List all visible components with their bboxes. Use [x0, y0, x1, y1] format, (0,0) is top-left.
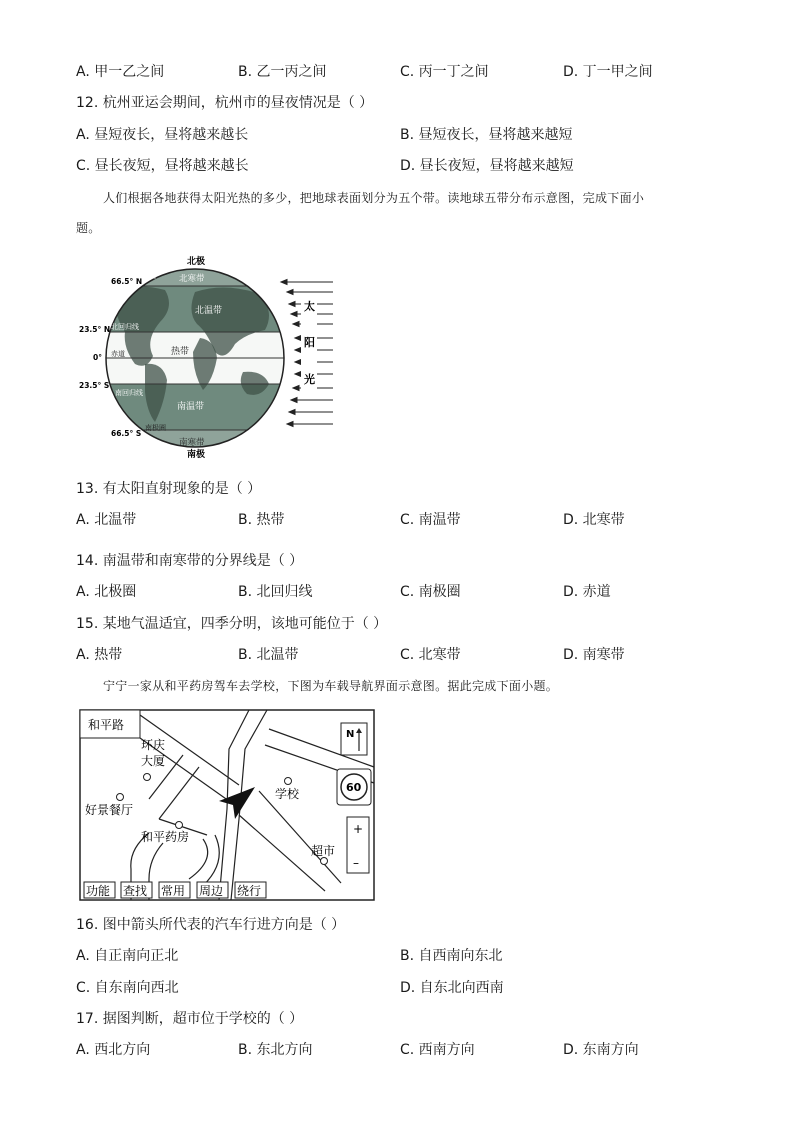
five-zones-figure	[75, 252, 340, 464]
q15-stem: 15. 某地气温适宜，四季分明，该地可能位于（ ）	[76, 616, 388, 632]
zoom-in-button[interactable]: +	[353, 822, 364, 836]
sun-char-1: 太	[304, 300, 315, 313]
q12-stem: 12. 杭州亚运会期间，杭州市的昼夜情况是（ ）	[76, 95, 374, 111]
q13-stem: 13. 有太阳直射现象的是（ ）	[76, 481, 262, 497]
q14-option-b: B. 北回归线	[238, 584, 313, 600]
q12-option-b: B. 昼短夜长，昼将越来越短	[400, 127, 573, 143]
q12-option-a: A. 昼短夜长，昼将越来越长	[76, 127, 249, 143]
school-poi-marker	[285, 778, 292, 785]
compass-icon	[341, 723, 367, 755]
q15-option-c: C. 北寒带	[400, 647, 461, 663]
sun-char-2: 阳	[304, 336, 315, 349]
q12-option-c: C. 昼长夜短，昼将越来越长	[76, 158, 249, 174]
south-temperate-label: 南温带	[177, 402, 205, 412]
pharmacy-label: 和平药房	[141, 830, 190, 844]
q16-option-a: A. 自正南向正北	[76, 948, 179, 964]
q12-option-d: D. 昼长夜短，昼将越来越短	[400, 158, 574, 174]
q14-option-a: A. 北极圈	[76, 584, 137, 600]
lat-0-label: 0°	[93, 353, 102, 362]
pharmacy-poi-marker	[176, 822, 183, 829]
intro-five-zones-line1: 人们根据各地获得太阳光热的多少，把地球表面划分为五个带。读地球五带分布示意图，完成下面小	[103, 191, 645, 205]
tropics-label: 热带	[171, 347, 190, 357]
q17-option-d: D. 东南方向	[563, 1042, 639, 1058]
antarctic-zone-label: 南寒带	[179, 438, 205, 448]
q16-option-c: C. 自东南向西北	[76, 980, 179, 996]
q11-option-d: D. 丁一甲之间	[563, 64, 653, 80]
supermarket-label: 超市	[311, 844, 336, 858]
road-name-label: 和平路	[88, 718, 125, 732]
lat-23-5s-label: 23.5° S	[79, 381, 110, 390]
q16-option-b: B. 自西南向东北	[400, 948, 503, 964]
antarctic-circle-label: 南极圈	[145, 424, 166, 432]
supermarket-poi-marker	[321, 858, 328, 865]
q13-option-b: B. 热带	[238, 512, 285, 528]
detour-button-label: 绕行	[237, 884, 262, 898]
restaurant-poi-marker	[117, 794, 124, 801]
lat-66-5s-label: 66.5° S	[111, 429, 142, 438]
lat-23-5n-label: 23.5° N	[79, 325, 111, 334]
compass-n-label: N	[346, 729, 355, 740]
building-label-1: 环庆	[141, 738, 166, 752]
tropic-capricorn-label: 南回归线	[115, 389, 143, 397]
building-poi-marker	[144, 774, 151, 781]
speed-limit-value: 60	[346, 781, 362, 794]
q11-option-b: B. 乙一丙之间	[238, 64, 327, 80]
q15-option-b: B. 北温带	[238, 647, 299, 663]
arctic-zone-label: 北寒带	[179, 274, 205, 284]
arctic-circle-label: 北极圈	[135, 272, 156, 280]
q17-stem: 17. 据图判断，超市位于学校的（ ）	[76, 1011, 304, 1027]
q14-stem: 14. 南温带和南寒带的分界线是（ ）	[76, 553, 304, 569]
school-label: 学校	[275, 787, 300, 801]
lat-66-5n-label: 66.5° N	[111, 277, 143, 286]
equator-label: 赤道	[111, 350, 125, 358]
sun-char-3: 光	[304, 373, 315, 386]
restaurant-label: 好景餐厅	[85, 803, 134, 817]
q13-option-c: C. 南温带	[400, 512, 461, 528]
q13-option-a: A. 北温带	[76, 512, 137, 528]
south-pole-label: 南极	[187, 450, 206, 460]
q17-option-c: C. 西南方向	[400, 1042, 475, 1058]
navigation-figure	[79, 709, 375, 901]
nearby-button-label: 周边	[199, 884, 224, 898]
north-temperate-label: 北温带	[195, 306, 223, 316]
q17-option-a: A. 西北方向	[76, 1042, 151, 1058]
intro-five-zones-line2: 题。	[76, 221, 101, 235]
q13-option-d: D. 北寒带	[563, 512, 625, 528]
search-button-label: 查找	[123, 884, 148, 898]
north-pole-label: 北极	[187, 257, 206, 267]
q14-option-d: D. 赤道	[563, 584, 611, 600]
function-button-label: 功能	[86, 884, 111, 898]
building-label-2: 大厦	[141, 754, 166, 768]
q14-option-c: C. 南极圈	[400, 584, 461, 600]
intro-navigation: 宁宁一家从和平药房驾车去学校，下图为车载导航界面示意图。据此完成下面小题。	[103, 679, 559, 693]
q16-option-d: D. 自东北向西南	[400, 980, 504, 996]
favorites-button-label: 常用	[161, 884, 186, 898]
q17-option-b: B. 东北方向	[238, 1042, 313, 1058]
zoom-out-button[interactable]: –	[353, 856, 359, 870]
q15-option-d: D. 南寒带	[563, 647, 625, 663]
tropic-cancer-label: 北回归线	[111, 323, 139, 331]
q11-option-c: C. 丙一丁之间	[400, 64, 489, 80]
q11-option-a: A. 甲一乙之间	[76, 64, 165, 80]
q16-stem: 16. 图中箭头所代表的汽车行进方向是（ ）	[76, 917, 346, 933]
q15-option-a: A. 热带	[76, 647, 123, 663]
